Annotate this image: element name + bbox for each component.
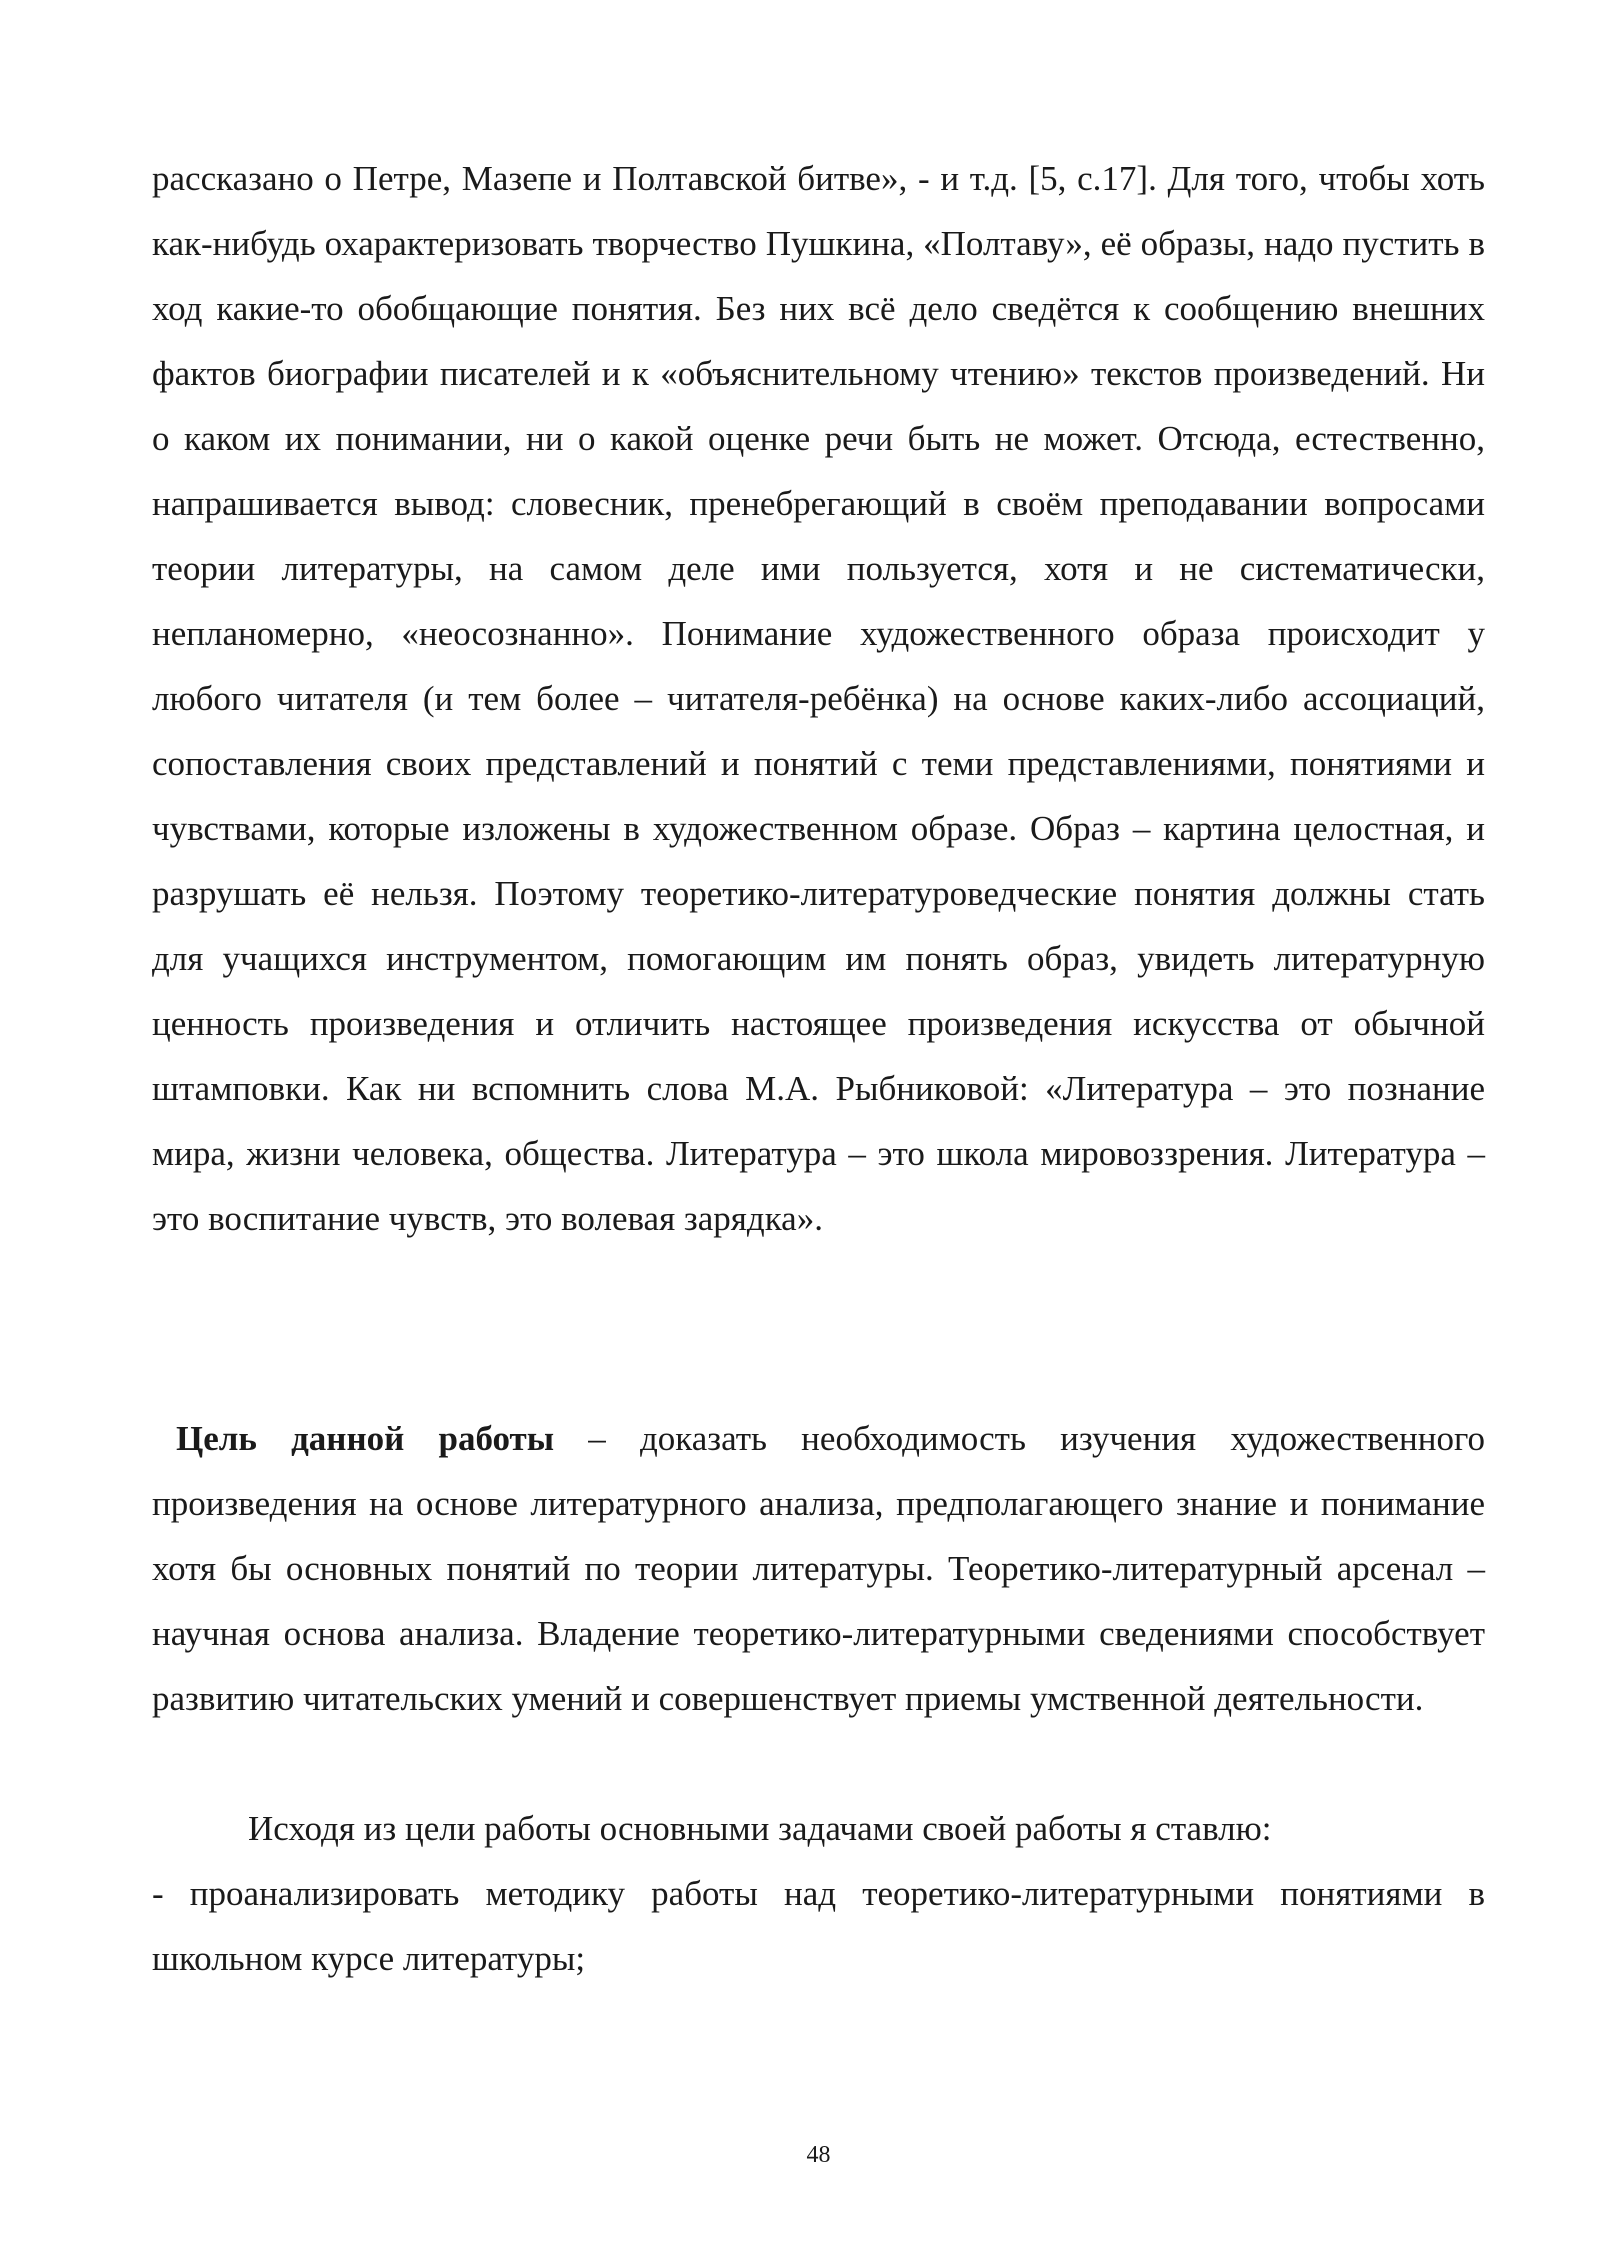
goal-text: – доказать необходимость изучения художественного произведения на основе литературного анализа, предполагающего знание и понимание хотя бы основных понятий по теории литературы. Теоретико-литературный арсенал – научная основа анализа. Владение теоретико-литературными сведениями способствует развитию читательских умений и совершенствует приемы умственной деятельности. — [152, 1419, 1485, 1718]
page-number: 48 — [806, 2142, 831, 2168]
goal-heading-bold: Цель данной работы — [176, 1419, 555, 1458]
paragraph-intro: рассказано о Петре, Мазепе и Полтавской битве», - и т.д. [5, с.17]. Для того, чтобы хоть как-нибудь охарактеризовать творчество Пушкина, «Полтаву», её образы, надо пустить в ход какие-то обобщающие понятия. Без них всё дело сведётся к сообщению внешних фактов биографии писателей и к «объяснительному чтению» текстов произведений. Ни о каком их понимании, ни о какой оценке речи быть не может. Отсюда, естественно, напрашивается вывод: словесник, пренебрегающий в своём преподавании вопросами теории литературы, на самом деле ими пользуется, хотя и не систематически, непланомерно, «неосознанно». Понимание художественного образа происходит у любого читателя (и тем более – читателя-ребёнка) на основе каких-либо ассоциаций, сопоставления своих представлений и понятий с теми представлениями, понятиями и чувствами, которые изложены в художественном образе. Образ – картина целостная, и разрушать её нельзя. Поэтому теоретико-литературоведческие понятия должны стать для учащихся инструментом, помогающим им понять образ, увидеть литературную ценность произведения и отличить настоящее произведения искусства от обычной штамповки. Как ни вспомнить слова М.А. Рыбниковой: «Литература – это познание мира, жизни человека, общества. Литература – это школа мировоззрения. Литература – это воспитание чувств, это волевая зарядка». — [152, 159, 1485, 1238]
paragraph-tasks-intro: Исходя из цели работы основными задачами своей работы я ставлю: — [248, 1809, 1272, 1848]
list-item-task-1: - проанализировать методику работы над теоретико-литературными понятиями в школьном курсе литературы; — [152, 1874, 1485, 1978]
paragraph-goal — [152, 1406, 1485, 1731]
